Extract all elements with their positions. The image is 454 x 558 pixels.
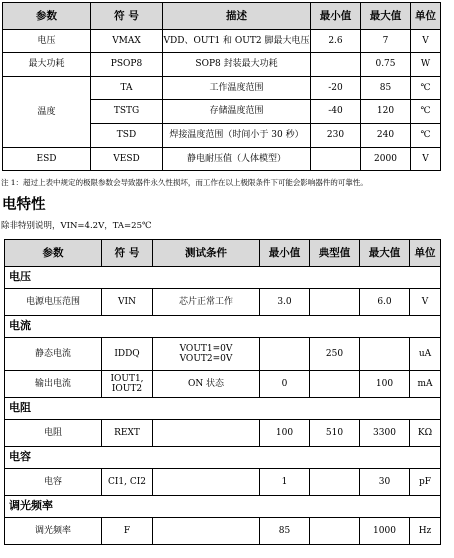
param-cell: 电阻 xyxy=(5,420,102,447)
header-param: 参数 xyxy=(5,240,102,267)
max-cell: 1000 xyxy=(360,518,410,545)
group-header-row xyxy=(5,496,441,518)
unit-cell: V xyxy=(410,289,441,316)
symbol-cell: PSOP8 xyxy=(91,53,163,77)
condition-cell: ON 状态 xyxy=(153,371,260,398)
max-cell: 0.75 xyxy=(361,53,411,77)
description-cell: 焊接温度范围（时间小于 30 秒） xyxy=(163,124,311,148)
param-cell: 电压 xyxy=(3,30,91,53)
table-row xyxy=(5,338,441,371)
max-cell: 7 xyxy=(361,30,411,53)
table-row xyxy=(3,77,441,100)
group-title: 电压 xyxy=(5,267,441,289)
header-unit: 单位 xyxy=(410,240,441,267)
table-row xyxy=(5,469,441,496)
min-cell: -20 xyxy=(311,77,361,100)
condition-cell xyxy=(153,518,260,545)
max-cell: 30 xyxy=(360,469,410,496)
symbol-cell: TSTG xyxy=(91,100,163,124)
symbol-cell: CI1, CI2 xyxy=(102,469,153,496)
table-row xyxy=(5,289,441,316)
unit-cell: V xyxy=(411,30,441,53)
table-row xyxy=(5,420,441,447)
max-cell: 240 xyxy=(361,124,411,148)
table-row xyxy=(3,53,441,77)
min-cell: 85 xyxy=(260,518,310,545)
unit-cell: pF xyxy=(410,469,441,496)
typ-cell: 510 xyxy=(310,420,360,447)
min-cell: 2.6 xyxy=(311,30,361,53)
header-min: 最小值 xyxy=(311,3,361,30)
symbol-cell: F xyxy=(102,518,153,545)
param-cell: 电源电压范围 xyxy=(5,289,102,316)
unit-cell: V xyxy=(411,148,441,171)
header-typ: 典型值 xyxy=(310,240,360,267)
symbol-cell: REXT xyxy=(102,420,153,447)
group-title: 电流 xyxy=(5,316,441,338)
table-header-row xyxy=(3,3,441,30)
param-cell: 最大功耗 xyxy=(3,53,91,77)
description-cell: VDD、OUT1 和 OUT2 脚最大电压 xyxy=(163,30,311,53)
header-unit: 单位 xyxy=(411,3,441,30)
param-cell: 电容 xyxy=(5,469,102,496)
group-title: 电阻 xyxy=(5,398,441,420)
condition-cell: VOUT1=0V VOUT2=0V xyxy=(153,338,260,371)
group-header-row xyxy=(5,398,441,420)
param-cell: 输出电流 xyxy=(5,371,102,398)
max-cell: 3300 xyxy=(360,420,410,447)
group-header-row xyxy=(5,316,441,338)
group-header-row xyxy=(5,447,441,469)
description-cell: 工作温度范围 xyxy=(163,77,311,100)
condition-cell xyxy=(153,469,260,496)
max-cell: 120 xyxy=(361,100,411,124)
description-cell: 存储温度范围 xyxy=(163,100,311,124)
table-header-row xyxy=(5,240,441,267)
section-title: 电特性 xyxy=(2,197,46,213)
electrical-characteristics-table xyxy=(4,239,441,545)
header-param: 参数 xyxy=(3,3,91,30)
unit-cell: ℃ xyxy=(411,124,441,148)
table-row xyxy=(5,371,441,398)
footnote: 注 1：超过上表中规定的极限参数会导致器件永久性损坏，而工作在以上极限条件下可能会影响器件的可靠性。 xyxy=(1,178,368,187)
param-cell: 温度 xyxy=(3,77,91,148)
typ-cell xyxy=(310,289,360,316)
min-cell xyxy=(311,53,361,77)
condition-cell: 芯片正常工作 xyxy=(153,289,260,316)
min-cell: -40 xyxy=(311,100,361,124)
unit-cell: KΩ xyxy=(410,420,441,447)
max-cell: 100 xyxy=(360,371,410,398)
unit-cell: ℃ xyxy=(411,100,441,124)
symbol-cell: IOUT1, IOUT2 xyxy=(102,371,153,398)
unit-cell: mA xyxy=(410,371,441,398)
group-header-row xyxy=(5,267,441,289)
absolute-max-ratings-table xyxy=(2,2,441,171)
header-max: 最大值 xyxy=(361,3,411,30)
min-cell: 100 xyxy=(260,420,310,447)
param-cell: ESD xyxy=(3,148,91,171)
max-cell xyxy=(360,338,410,371)
unit-cell: ℃ xyxy=(411,77,441,100)
unit-cell: Hz xyxy=(410,518,441,545)
min-cell xyxy=(311,148,361,171)
min-cell: 230 xyxy=(311,124,361,148)
table-row xyxy=(3,148,441,171)
unit-cell: uA xyxy=(410,338,441,371)
typ-cell xyxy=(310,469,360,496)
min-cell: 0 xyxy=(260,371,310,398)
min-cell: 1 xyxy=(260,469,310,496)
description-cell: 静电耐压值（人体模型） xyxy=(163,148,311,171)
symbol-cell: VIN xyxy=(102,289,153,316)
typ-cell xyxy=(310,518,360,545)
symbol-cell: TA xyxy=(91,77,163,100)
typ-cell: 250 xyxy=(310,338,360,371)
table-row xyxy=(3,30,441,53)
symbol-cell: TSD xyxy=(91,124,163,148)
header-min: 最小值 xyxy=(260,240,310,267)
group-title: 调光频率 xyxy=(5,496,441,518)
max-cell: 6.0 xyxy=(360,289,410,316)
param-cell: 静态电流 xyxy=(5,338,102,371)
symbol-cell: VESD xyxy=(91,148,163,171)
typ-cell xyxy=(310,371,360,398)
table-row xyxy=(5,518,441,545)
header-symbol: 符 号 xyxy=(91,3,163,30)
symbol-cell: IDDQ xyxy=(102,338,153,371)
param-cell: 调光频率 xyxy=(5,518,102,545)
symbol-cell: VMAX xyxy=(91,30,163,53)
header-description: 描述 xyxy=(163,3,311,30)
group-title: 电容 xyxy=(5,447,441,469)
description-cell: SOP8 封装最大功耗 xyxy=(163,53,311,77)
test-conditions: 除非特别说明，VIN=4.2V，TA=25℃ xyxy=(1,221,152,231)
min-cell: 3.0 xyxy=(260,289,310,316)
min-cell xyxy=(260,338,310,371)
condition-cell xyxy=(153,420,260,447)
header-test-condition: 测试条件 xyxy=(153,240,260,267)
unit-cell: W xyxy=(411,53,441,77)
max-cell: 85 xyxy=(361,77,411,100)
header-symbol: 符 号 xyxy=(102,240,153,267)
header-max: 最大值 xyxy=(360,240,410,267)
max-cell: 2000 xyxy=(361,148,411,171)
